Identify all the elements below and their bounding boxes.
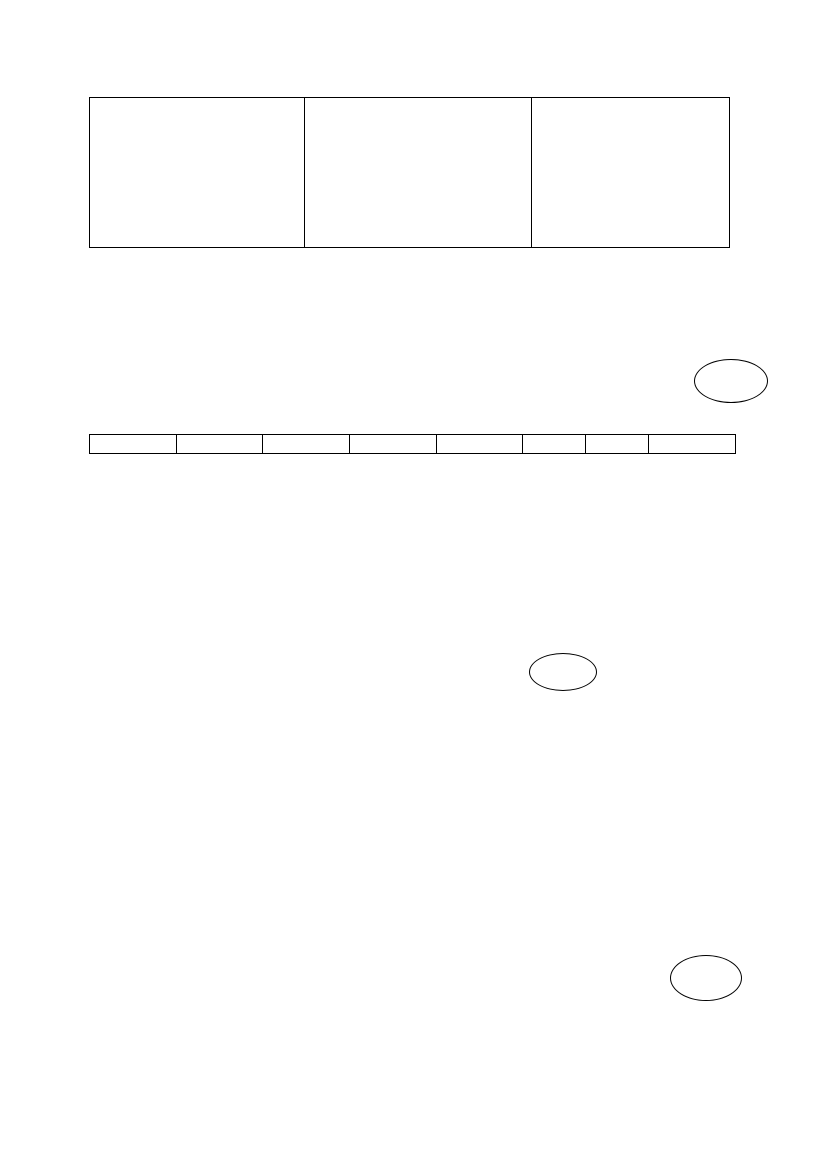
header-table bbox=[89, 97, 730, 248]
ex2-score bbox=[529, 653, 597, 691]
word-box bbox=[89, 434, 736, 454]
decorative-border-left bbox=[30, 30, 56, 1136]
word-box-item bbox=[649, 435, 736, 454]
word-box-item bbox=[263, 435, 350, 454]
word-box-item bbox=[90, 435, 177, 454]
school-cell bbox=[90, 98, 305, 248]
word-box-item bbox=[349, 435, 436, 454]
teacher-cell bbox=[532, 98, 730, 248]
word-box-item bbox=[586, 435, 649, 454]
ex3-score bbox=[670, 955, 742, 1001]
decorative-border-top bbox=[30, 30, 796, 56]
decorative-border-right bbox=[768, 30, 794, 1136]
test-cell bbox=[305, 98, 532, 248]
form-label bbox=[327, 120, 523, 140]
word-box-item bbox=[436, 435, 523, 454]
word-box-item bbox=[523, 435, 586, 454]
word-box-item bbox=[176, 435, 263, 454]
ex1-score bbox=[694, 359, 768, 403]
decorative-border-bottom bbox=[30, 1110, 796, 1136]
